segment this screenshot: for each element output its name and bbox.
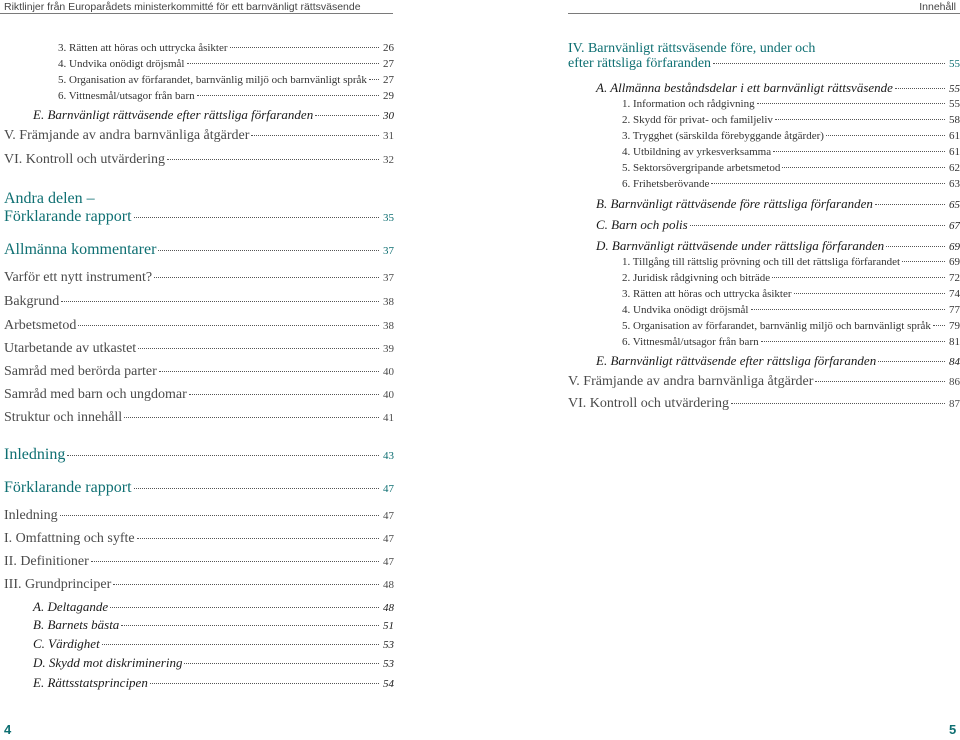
toc-entry[interactable]: 3. Rätten att höras och uttrycka åsikter 74 bbox=[622, 288, 960, 300]
page-number-right: 5 bbox=[949, 722, 957, 737]
running-header-left: Riktlinjer från Europarådets ministerkommitté för ett barnvänligt rättsväsende bbox=[0, 0, 393, 14]
toc-entry[interactable]: Samråd med berörda parter 40 bbox=[4, 364, 394, 379]
toc-entry[interactable]: 3. Rätten att höras och uttrycka åsikter 26 bbox=[58, 42, 394, 54]
toc-entry[interactable]: 6. Frihetsberövande 63 bbox=[622, 178, 960, 190]
toc-entry[interactable]: E. Barnvänligt rättväsende efter rättsliga förfaranden 84 bbox=[596, 353, 960, 368]
toc-entry[interactable]: Inledning 43 bbox=[4, 446, 394, 463]
toc-entry[interactable]: 4. Undvika onödigt dröjsmål 27 bbox=[58, 58, 394, 70]
toc-entry[interactable]: I. Omfattning och syfte 47 bbox=[4, 531, 394, 546]
toc-entry[interactable]: Varför ett nytt instrument? 37 bbox=[4, 270, 394, 285]
toc-entry[interactable]: 2. Juridisk rådgivning och biträde 72 bbox=[622, 272, 960, 284]
toc-entry[interactable]: Samråd med barn och ungdomar 40 bbox=[4, 387, 394, 402]
toc-entry[interactable]: Utarbetande av utkastet 39 bbox=[4, 341, 394, 356]
section-heading: IV. Barnvänligt rättsväsende före, under och bbox=[568, 41, 816, 56]
toc-entry[interactable]: B. Barnvänligt rättväsende före rättsliga förfaranden 65 bbox=[596, 196, 960, 211]
toc-entry[interactable]: 5. Organisation av förfarandet, barnvänlig miljö och barnvänligt språk 27 bbox=[58, 74, 394, 86]
toc-entry[interactable]: C. Värdighet 53 bbox=[33, 636, 394, 651]
toc-entry[interactable]: 5. Sektorsövergripande arbetsmetod 62 bbox=[622, 162, 960, 174]
toc-entry[interactable]: B. Barnets bästa 51 bbox=[33, 617, 394, 632]
toc-entry[interactable]: 6. Vittnesmål/utsagor från barn 81 bbox=[622, 336, 960, 348]
toc-entry[interactable]: Struktur och innehåll 41 bbox=[4, 410, 394, 425]
toc-entry[interactable]: 1. Tillgång till rättslig prövning och till det rättsliga förfarandet 69 bbox=[622, 256, 960, 268]
toc-entry[interactable]: 5. Organisation av förfarandet, barnvänlig miljö och barnvänligt språk 79 bbox=[622, 320, 960, 332]
toc-entry[interactable]: C. Barn och polis 67 bbox=[596, 217, 960, 232]
toc-entry[interactable]: V. Främjande av andra barnvänliga åtgärder 31 bbox=[4, 128, 394, 143]
toc-entry[interactable]: D. Barnvänligt rättväsende under rättsliga förfaranden 69 bbox=[596, 238, 960, 253]
toc-entry[interactable]: VI. Kontroll och utvärdering 32 bbox=[4, 152, 394, 167]
toc-entry[interactable]: V. Främjande av andra barnvänliga åtgärder 86 bbox=[568, 374, 960, 389]
toc-entry[interactable]: E. Barnvänligt rättväsende efter rättsliga förfaranden 30 bbox=[33, 107, 394, 122]
toc-entry[interactable]: Förklarande rapport 47 bbox=[4, 479, 394, 496]
toc-entry[interactable]: A. Deltagande 48 bbox=[33, 599, 394, 614]
toc-entry[interactable]: Arbetsmetod 38 bbox=[4, 318, 394, 333]
toc-entry[interactable]: III. Grundprinciper 48 bbox=[4, 577, 394, 592]
toc-entry[interactable]: E. Rättsstatsprincipen 54 bbox=[33, 675, 394, 690]
toc-entry[interactable]: Allmänna kommentarer 37 bbox=[4, 241, 394, 258]
toc-entry[interactable]: 2. Skydd för privat- och familjeliv 58 bbox=[622, 114, 960, 126]
running-header-right: Innehåll bbox=[568, 0, 960, 14]
toc-entry[interactable]: II. Definitioner 47 bbox=[4, 554, 394, 569]
toc-entry[interactable]: 1. Information och rådgivning 55 bbox=[622, 98, 960, 110]
toc-entry[interactable]: D. Skydd mot diskriminering 53 bbox=[33, 655, 394, 670]
section-heading: Andra delen – bbox=[4, 190, 95, 207]
toc-entry[interactable]: Bakgrund 38 bbox=[4, 294, 394, 309]
toc-entry[interactable]: VI. Kontroll och utvärdering 87 bbox=[568, 396, 960, 411]
toc-entry[interactable]: 4. Utbildning av yrkesverksamma 61 bbox=[622, 146, 960, 158]
toc-entry[interactable]: Förklarande rapport 35 bbox=[4, 208, 394, 225]
toc-entry[interactable]: Inledning 47 bbox=[4, 508, 394, 523]
page-number-left: 4 bbox=[4, 722, 12, 737]
toc-entry[interactable]: 3. Trygghet (särskilda förebyggande åtgärder) 61 bbox=[622, 130, 960, 142]
toc-entry[interactable]: 6. Vittnesmål/utsagor från barn 29 bbox=[58, 90, 394, 102]
toc-entry[interactable]: 4. Undvika onödigt dröjsmål 77 bbox=[622, 304, 960, 316]
toc-entry[interactable]: efter rättsliga förfaranden 55 bbox=[568, 56, 960, 71]
toc-entry[interactable]: A. Allmänna beståndsdelar i ett barnvänligt rättsväsende 55 bbox=[596, 80, 960, 95]
